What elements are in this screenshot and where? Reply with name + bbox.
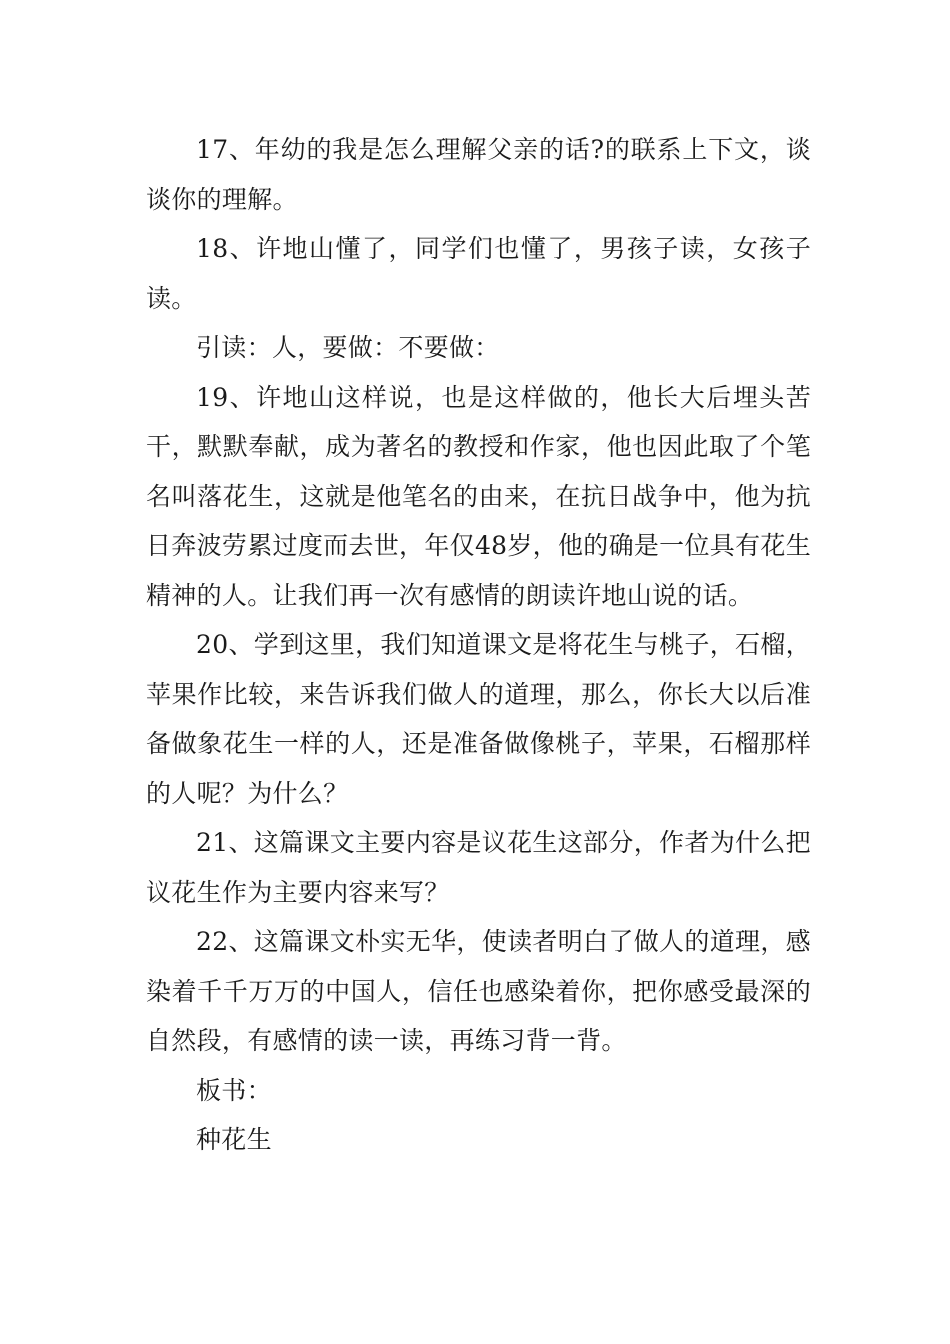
paragraph-question-22: 22、这篇课文朴实无华，使读者明白了做人的道理，感染着千千万万的中国人，信任也感染着你，把你感受最深的自然段，有感情的读一读，再练习背一背。 bbox=[146, 927, 811, 1055]
blackboard-item: 种花生 bbox=[196, 1125, 272, 1154]
blackboard-heading: 板书： bbox=[196, 1075, 272, 1105]
paragraph-question-21: 21、这篇课文主要内容是议花生这部分，作者为什么把议花生作为主要内容来写？ bbox=[146, 828, 811, 907]
paragraph-question-18: 18、许地山懂了，同学们也懂了，男孩子读，女孩子读。 bbox=[146, 234, 811, 313]
document-body bbox=[146, 125, 811, 1165]
paragraph-question-20: 20、学到这里，我们知道课文是将花生与桃子，石榴，苹果作比较，来告诉我们做人的道理，那么，你长大以后准备做象花生一样的人，还是准备做像桃子，苹果，石榴那样的人呢？为什么？ bbox=[146, 630, 811, 808]
paragraph-question-17: 17、年幼的我是怎么理解父亲的话?的联系上下文，谈谈你的理解。 bbox=[146, 135, 811, 214]
paragraph-guided-reading: 引读：人，要做：不要做： bbox=[196, 333, 500, 362]
paragraph-question-19: 19、许地山这样说，也是这样做的，他长大后埋头苦干，默默奉献，成为著名的教授和作家，他也因此取了个笔名叫落花生，这就是他笔名的由来，在抗日战争中，他为抗日奔波劳累过度而去世，年仅48岁，他的确是一位具有花生精神的人。让我们再一次有感情的朗读许地山说的话。 bbox=[146, 382, 811, 610]
